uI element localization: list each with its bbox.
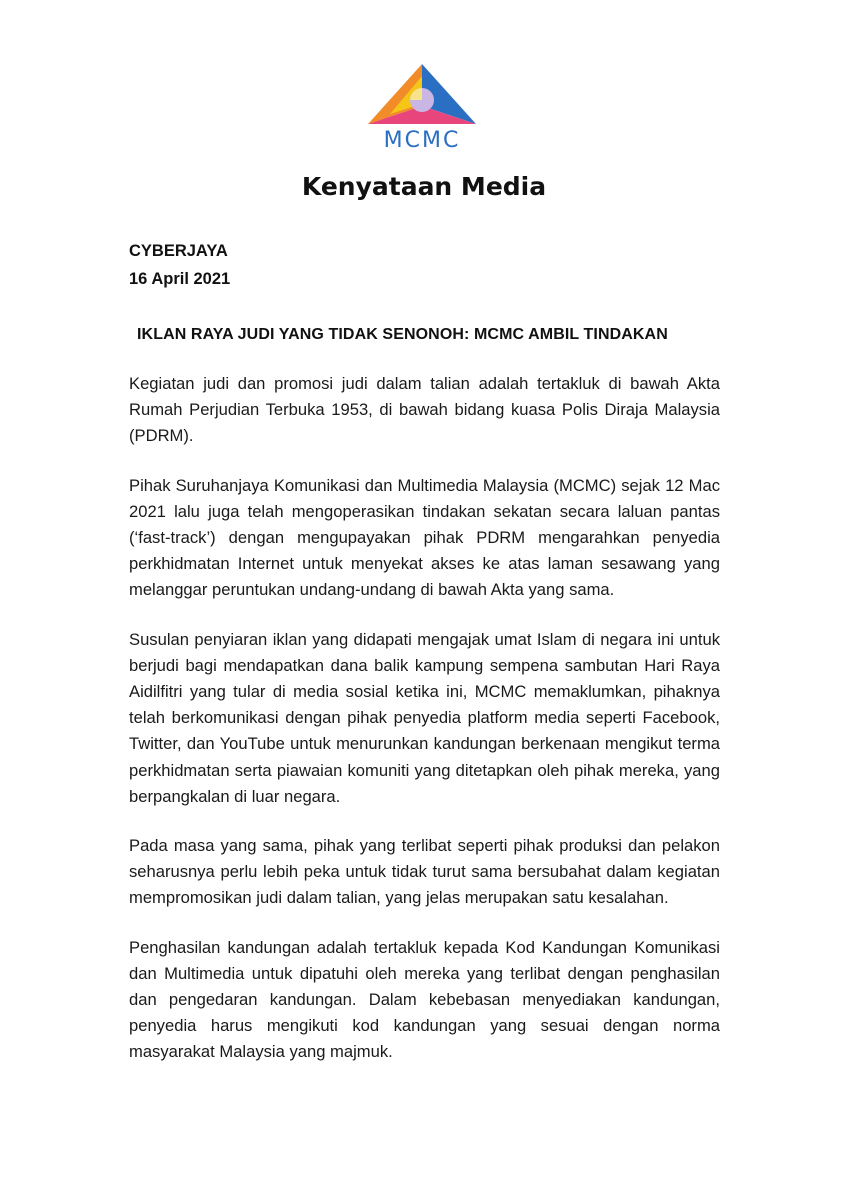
paragraph-2: Pihak Suruhanjaya Komunikasi dan Multimedia Malaysia (MCMC) sejak 12 Mac 2021 lalu juga telah mengoperasikan tindakan sekatan secara laluan pantas (‘fast-track’) dengan mengupayakan pihak PDRM mengarahkan penyedia perkhidmatan Internet untuk menyekat akses ke atas laman sesawang yang melanggar peruntukan undang-undang di bawah Akta yang sama. [129, 475, 720, 600]
paragraph-1: Kegiatan judi dan promosi judi dalam talian adalah tertakluk di bawah Akta Rumah Perjudian Terbuka 1953, di bawah bidang kuasa Polis Diraja Malaysia (PDRM). [129, 374, 720, 446]
dateline-date: 16 April 2021 [129, 270, 231, 288]
paragraph-5: Penghasilan kandungan adalah tertakluk kepada Kod Kandungan Komunikasi dan Multimedia untuk dipatuhi oleh mereka yang terlibat dengan penghasilan dan pengedaran kandungan. Dalam kebebasan menyediakan kandungan, penyedia harus mengikuti kod kandungan yang sesuai dengan norma masyarakat Malaysia yang majmuk. [129, 937, 720, 1062]
mcmc-logo-mark [360, 62, 484, 128]
logo-text: MCMC [383, 128, 461, 153]
press-headline: IKLAN RAYA JUDI YANG TIDAK SENONOH: MCMC AMBIL TINDAKAN [137, 326, 668, 343]
page-title: Kenyataan Media [301, 172, 547, 201]
mcmc-logo [360, 62, 484, 158]
press-body [129, 371, 720, 1089]
paragraph-4: Pada masa yang sama, pihak yang terlibat seperti pihak produksi dan pelakon seharusnya perlu lebih peka untuk tidak turut sama bersubahat dalam kegiatan mempromosikan judi dalam talian, yang jelas merupakan satu kesalahan. [129, 836, 720, 908]
paragraph-3: Susulan penyiaran iklan yang didapati mengajak umat Islam di negara ini untuk berjudi bagi mendapatkan dana balik kampung sempena sambutan Hari Raya Aidilfitri yang tular di media sosial ketika ini, MCMC memaklumkan, pihaknya telah berkomunikasi dengan pihak penyedia platform media seperti Facebook, Twitter, dan YouTube untuk menurunkan kandungan berkenaan mengikut terma perkhidmatan serta piawaian komuniti yang ditetapkan oleh pihak mereka, yang berpangkalan di luar negara. [129, 629, 720, 806]
dateline-place: CYBERJAYA [129, 242, 228, 260]
